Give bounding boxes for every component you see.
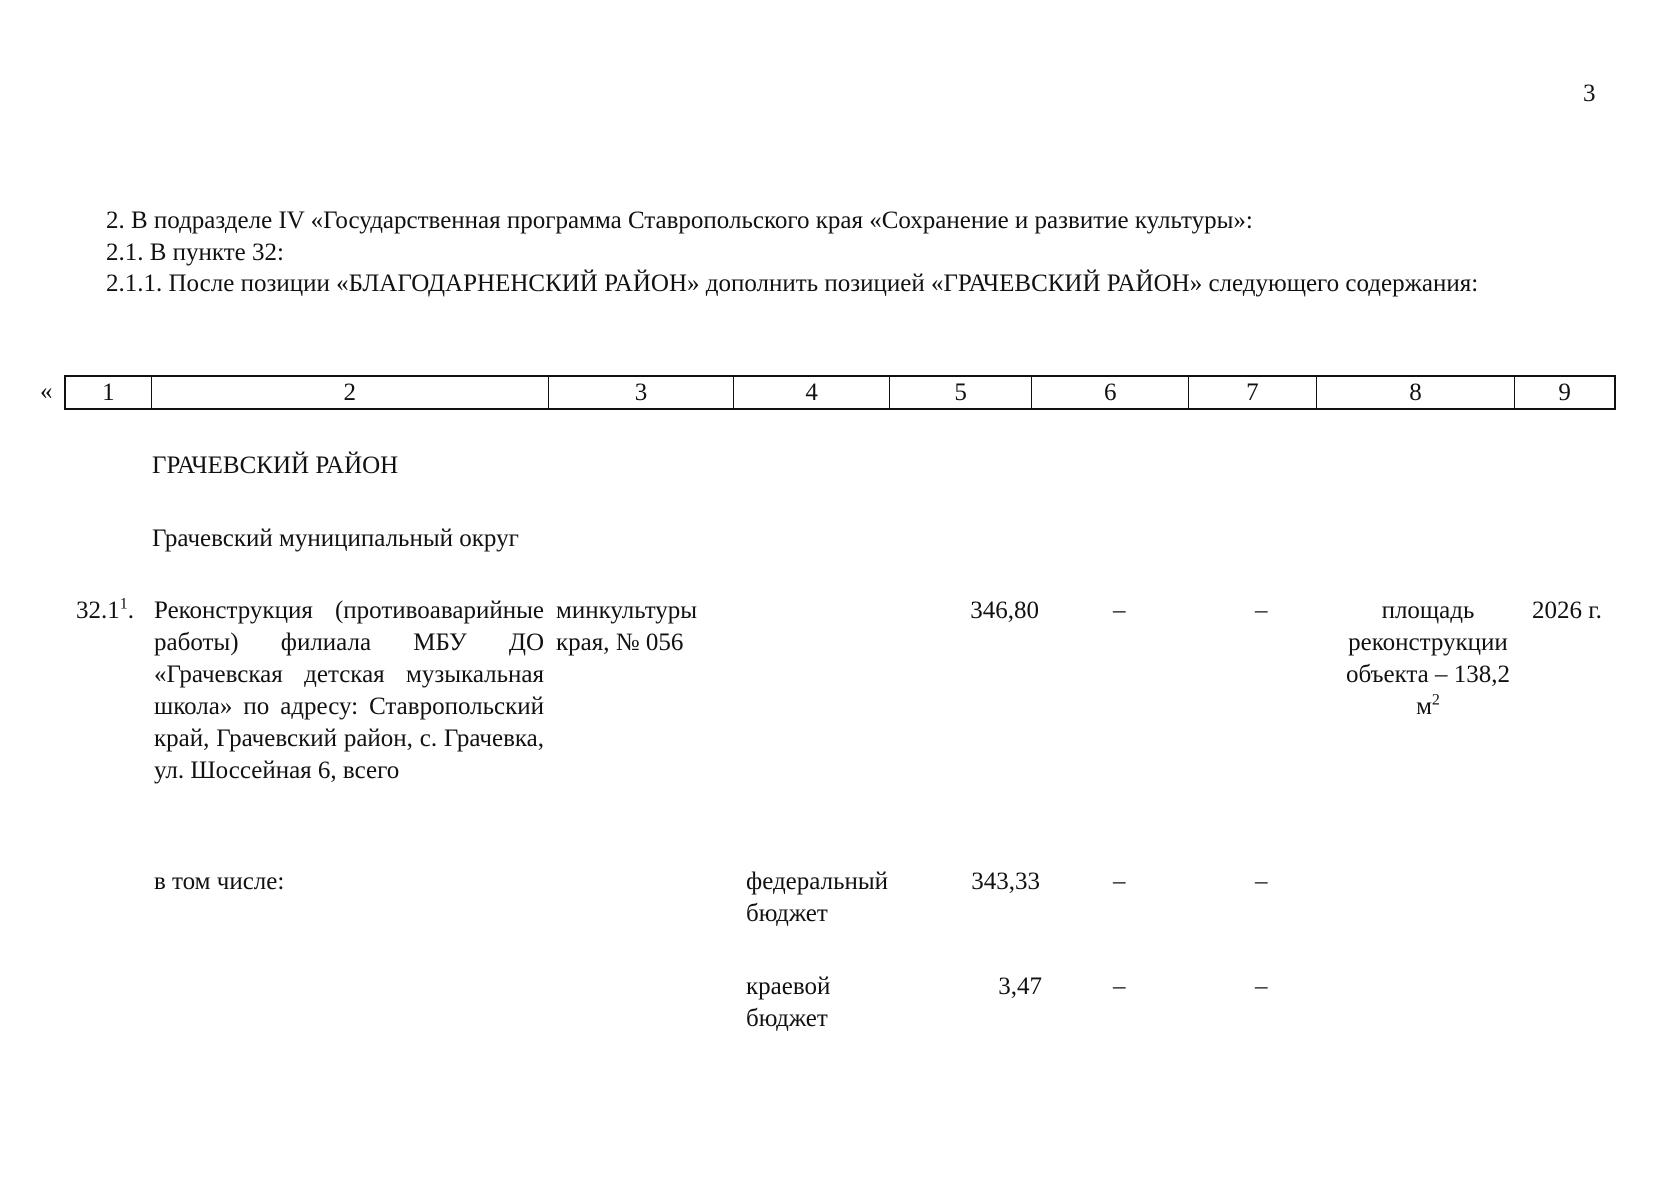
row-number [76, 595, 134, 627]
column-header-5: 5 [890, 377, 1033, 408]
row-col6-dash: – [1113, 597, 1126, 624]
including-label: в том числе: [154, 868, 285, 895]
row-number-superscript: 1 [119, 595, 128, 613]
district-heading: Грачевский муниципальный округ [152, 525, 519, 552]
column-header-1: 1 [66, 377, 152, 408]
column-header-4: 4 [734, 377, 890, 408]
intro-paragraph-1: 2. В подразделе IV «Государственная программа Ставропольского края «Сохранение и развитие культуры»: [106, 207, 1253, 234]
column-header-9: 9 [1558, 379, 1571, 406]
column-header-6: 6 [1032, 377, 1189, 408]
region-heading: ГРАЧЕВСКИЙ РАЙОН [152, 452, 399, 479]
column-header-2: 2 [152, 377, 549, 408]
subrow-regional-col6-dash: – [1113, 973, 1126, 1000]
row-result-superscript: 2 [1431, 691, 1440, 709]
intro-paragraph-2: 2.1. В пункте 32: [106, 239, 284, 266]
subrow-regional-source: краевой бюджет [746, 973, 831, 1032]
row-number-main: 32.1 [76, 597, 120, 624]
subrow-regional-amount: 3,47 [998, 973, 1042, 1000]
row-result [1332, 595, 1524, 723]
page-number: 3 [1583, 80, 1596, 107]
intro-paragraph-3: 2.1.1. После позиции «БЛАГОДАРНЕНСКИЙ РАЙОН» дополнить позицией «ГРАЧЕВСКИЙ РАЙОН» следующего содержания: [106, 270, 1479, 297]
column-header-7: 7 [1189, 377, 1317, 408]
column-number-header [64, 375, 1616, 410]
subrow-federal-amount: 343,33 [971, 868, 1040, 895]
subrow-regional-col7-dash: – [1255, 973, 1268, 1000]
column-header-3: 3 [549, 377, 735, 408]
subrow-federal-col7-dash: – [1255, 868, 1268, 895]
row-number-suffix: . [127, 597, 134, 624]
row-year: 2026 г. [1532, 597, 1602, 624]
row-result-text: площадь реконструкции объекта – 138,2 м [1345, 597, 1510, 720]
row-amount-total: 346,80 [970, 597, 1039, 624]
column-header-8: 8 [1317, 377, 1515, 408]
opening-quote-mark: « [40, 378, 53, 405]
row-responsible: минкультуры края, № 056 [556, 597, 698, 656]
row-description: Реконструкция (противоаварийные работы) филиала МБУ ДО «Грачевская детская музыкальная школа» по адресу: Ставропольский край, Грачевский район, с. Грачевка, ул. Шоссейная 6, всего [154, 597, 544, 784]
row-col7-dash: – [1255, 597, 1268, 624]
subrow-federal-col6-dash: – [1113, 868, 1126, 895]
subrow-federal-source: федеральный бюджет [746, 868, 889, 927]
